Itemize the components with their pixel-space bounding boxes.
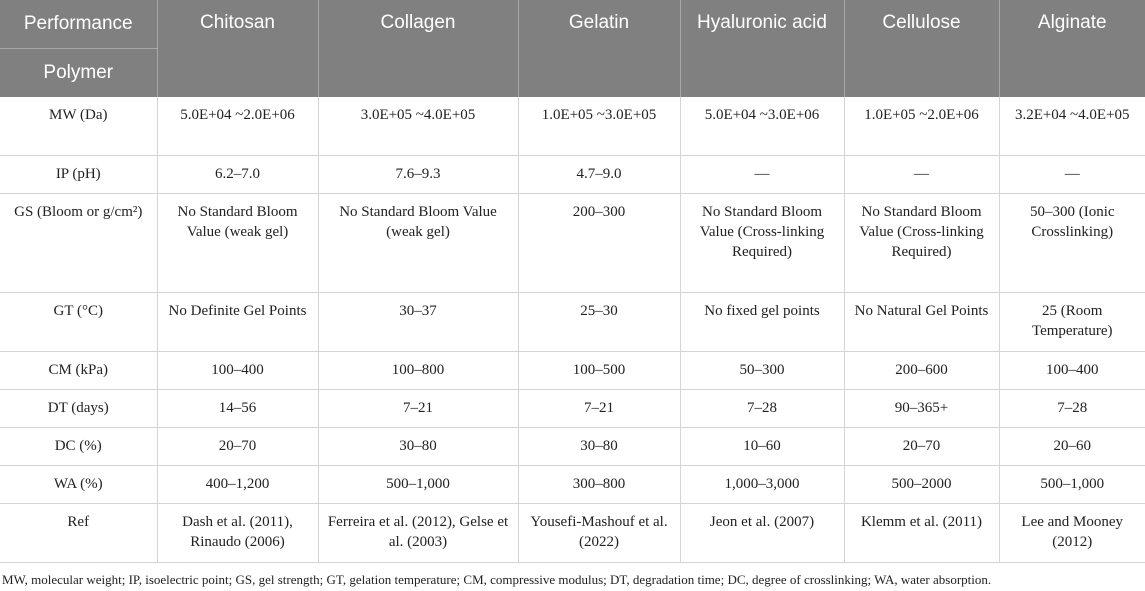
table-cell: 500–1,000: [318, 465, 518, 503]
table-cell: 7–21: [318, 389, 518, 427]
table-cell: 1.0E+05 ~2.0E+06: [844, 97, 999, 155]
corner-polymer-label: Polymer: [43, 62, 114, 83]
table-cell: No Standard Bloom Value (weak gel): [318, 193, 518, 292]
table-cell: 7–28: [999, 389, 1145, 427]
table-cell: Lee and Mooney (2012): [999, 503, 1145, 562]
column-header-collagen: Collagen: [318, 0, 518, 97]
table-cell: 7–28: [680, 389, 844, 427]
table-row-wa: [0, 465, 1145, 503]
table-cell: 25 (Room Temperature): [999, 292, 1145, 351]
table-cell: 200–600: [844, 351, 999, 389]
table-footnote: MW, molecular weight; IP, isoelectric point; GS, gel strength; GT, gelation temperature; CM, compressive modulus; DT, degradation time; DC, degree of crosslinking; WA, water absorption.: [2, 572, 992, 587]
corner-performance-label: Performance: [0, 0, 157, 49]
table-cell: 20–70: [844, 427, 999, 465]
table-cell: 50–300: [680, 351, 844, 389]
header-row: [0, 0, 1145, 97]
table-row-dc: [0, 427, 1145, 465]
table-cell: No Standard Bloom Value (Cross-linking Required): [680, 193, 844, 292]
table-row-cm: [0, 351, 1145, 389]
table-cell: No Definite Gel Points: [157, 292, 318, 351]
table-cell: 200–300: [518, 193, 680, 292]
table-cell: No Standard Bloom Value (Cross-linking Required): [844, 193, 999, 292]
table-cell: Dash et al. (2011), Rinaudo (2006): [157, 503, 318, 562]
table-cell: 25–30: [518, 292, 680, 351]
row-label: Ref: [0, 503, 157, 562]
table-row-ip: [0, 155, 1145, 193]
table-cell: Yousefi-Mashouf et al. (2022): [518, 503, 680, 562]
table-cell: 30–80: [318, 427, 518, 465]
table-cell: 3.2E+04 ~4.0E+05: [999, 97, 1145, 155]
table-cell: —: [680, 155, 844, 193]
table-cell: 30–80: [518, 427, 680, 465]
table-cell: 1.0E+05 ~3.0E+05: [518, 97, 680, 155]
table-cell: Ferreira et al. (2012), Gelse et al. (2003): [318, 503, 518, 562]
table-cell: 90–365+: [844, 389, 999, 427]
table-row-dt: [0, 389, 1145, 427]
table-cell: 20–60: [999, 427, 1145, 465]
table-cell: 1,000–3,000: [680, 465, 844, 503]
row-label: DC (%): [0, 427, 157, 465]
table-cell: Jeon et al. (2007): [680, 503, 844, 562]
table-cell: 7.6–9.3: [318, 155, 518, 193]
table-cell: No Standard Bloom Value (weak gel): [157, 193, 318, 292]
table-cell: 20–70: [157, 427, 318, 465]
table-cell: 500–1,000: [999, 465, 1145, 503]
row-label: GS (Bloom or g/cm²): [0, 193, 157, 292]
row-label: WA (%): [0, 465, 157, 503]
table-row-mw: [0, 97, 1145, 155]
table-cell: 500–2000: [844, 465, 999, 503]
table-cell: 4.7–9.0: [518, 155, 680, 193]
column-header-hyaluronic-acid: Hyaluronic acid: [680, 0, 844, 97]
column-header-chitosan: Chitosan: [157, 0, 318, 97]
table-cell: 10–60: [680, 427, 844, 465]
table-cell: Klemm et al. (2011): [844, 503, 999, 562]
table-cell: 400–1,200: [157, 465, 318, 503]
column-header-alginate: Alginate: [999, 0, 1145, 97]
column-header-gelatin: Gelatin: [518, 0, 680, 97]
table-cell: —: [844, 155, 999, 193]
table-cell: No Natural Gel Points: [844, 292, 999, 351]
table-cell: 100–500: [518, 351, 680, 389]
table-cell: 30–37: [318, 292, 518, 351]
table-cell: No fixed gel points: [680, 292, 844, 351]
row-label: MW (Da): [0, 97, 157, 155]
corner-header-cell: [0, 0, 157, 97]
table-cell: 6.2–7.0: [157, 155, 318, 193]
table-cell: 300–800: [518, 465, 680, 503]
table-cell: 100–400: [157, 351, 318, 389]
row-label: IP (pH): [0, 155, 157, 193]
table-cell: 5.0E+04 ~2.0E+06: [157, 97, 318, 155]
table-row-gt: [0, 292, 1145, 351]
row-label: GT (°C): [0, 292, 157, 351]
table-row-ref: [0, 503, 1145, 562]
table-cell: 7–21: [518, 389, 680, 427]
table-cell: 100–800: [318, 351, 518, 389]
column-header-cellulose: Cellulose: [844, 0, 999, 97]
table-cell: 100–400: [999, 351, 1145, 389]
table-cell: —: [999, 155, 1145, 193]
table-cell: 50–300 (Ionic Crosslinking): [999, 193, 1145, 292]
table-cell: 5.0E+04 ~3.0E+06: [680, 97, 844, 155]
row-label: CM (kPa): [0, 351, 157, 389]
row-label: DT (days): [0, 389, 157, 427]
table-cell: 3.0E+05 ~4.0E+05: [318, 97, 518, 155]
table-row-gs: [0, 193, 1145, 292]
table-cell: 14–56: [157, 389, 318, 427]
